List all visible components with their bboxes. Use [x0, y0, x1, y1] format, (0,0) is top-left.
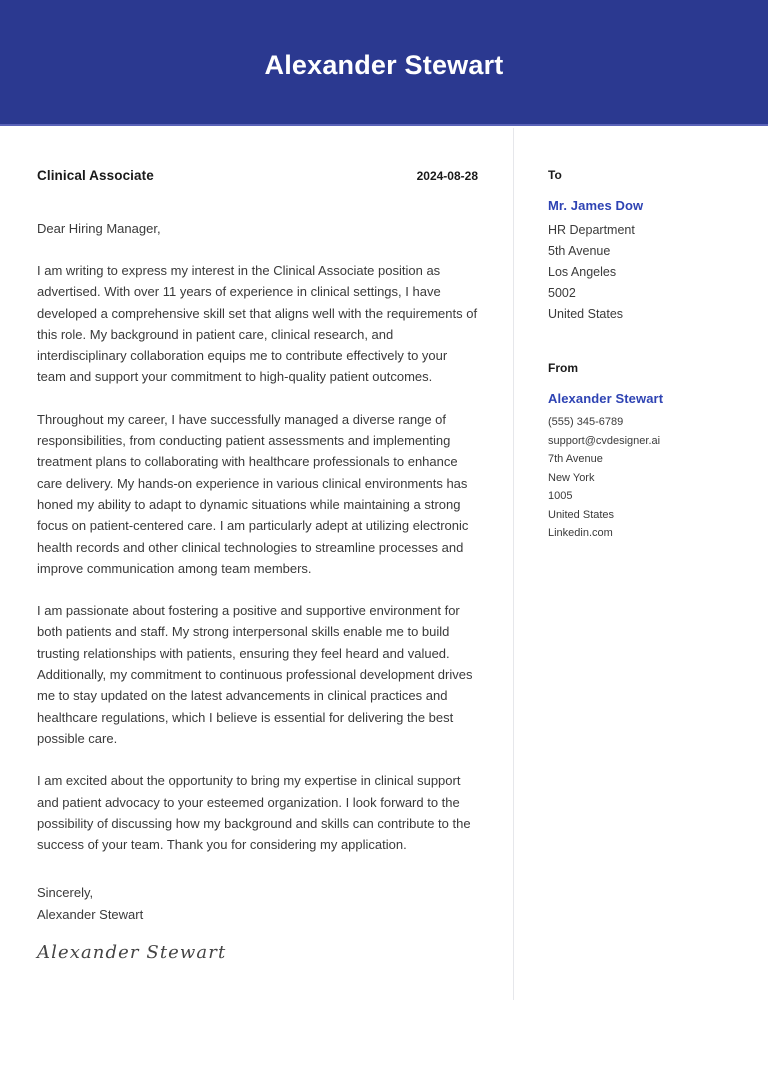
body-paragraph: I am passionate about fostering a positive and supportive environment for both patients and staff. My strong interpersonal skills enable me to build trusting relationships with patients, ensuring they feel heard and valued. Additionally, my commitment to continuous professional development drives me to stay updated on the latest advancements in clinical practices and healthcare regulations, which I believe is essential for delivering the best possible care.	[37, 603, 473, 746]
body-paragraph: Throughout my career, I have successfully managed a diverse range of responsibilities, from conducting patient assessments and implementing treatment plans to collaborating with healthcare professionals to enhance care delivery. My hands-on experience in various clinical environments has honed my ability to adapt to dynamic situations while maintaining a strong focus on patient-centered care. I am particularly adept at utilizing electronic health records and other clinical technologies to streamline processes and improve communication among team members.	[37, 411, 469, 576]
sender-line: 1005	[548, 490, 573, 502]
sender-name: Alexander Stewart	[548, 391, 664, 406]
recipient-line: 5th Avenue	[548, 244, 611, 258]
sender-line: New York	[548, 471, 595, 484]
header-banner	[0, 0, 768, 126]
from-label: From	[548, 361, 578, 375]
closing-word: Sincerely,	[37, 885, 94, 901]
recipient-line: United States	[548, 307, 624, 321]
closing-block	[37, 882, 478, 925]
sender-phone: (555) 345-6789	[548, 416, 624, 428]
body-paragraph: I am excited about the opportunity to bring my expertise in clinical support and patient advocacy to your esteemed organization. I look forward to the possibility of discussing how my background and skills can contribute to the success of your team. Thank you for considering my application.	[37, 773, 471, 853]
contact-sidebar	[548, 128, 748, 543]
recipient-line: 5002	[548, 286, 576, 300]
signature: Alexander Stewart	[37, 942, 227, 964]
recipient-line: HR Department	[548, 223, 635, 237]
applicant-name-header: Alexander Stewart	[264, 50, 504, 80]
closing-name: Alexander Stewart	[37, 906, 144, 922]
sender-block	[548, 361, 748, 543]
sender-line: 7th Avenue	[548, 453, 603, 465]
job-title: Clinical Associate	[37, 168, 154, 183]
salutation: Dear Hiring Manager,	[37, 221, 161, 236]
sender-line: United States	[548, 508, 615, 521]
sender-email: support@cvdesigner.ai	[548, 434, 661, 447]
sender-website: Linkedin.com	[548, 527, 613, 539]
letter-date: 2024-08-28	[416, 169, 478, 183]
to-label: To	[548, 168, 562, 182]
recipient-name: Mr. James Dow	[548, 198, 644, 213]
document-body	[0, 128, 768, 1078]
body-paragraph: I am writing to express my interest in the Clinical Associate position as advertised. With over 11 years of experience in clinical settings, I have developed a comprehensive skill set that aligns well with the requirements of this role. My background in patient care, clinical research, and interdisciplinary collaboration equips me to contribute effectively to your team and support your commitment to high-quality patient outcomes.	[37, 263, 478, 385]
letter-header-row	[37, 168, 478, 183]
letter-column	[37, 128, 478, 963]
recipient-block	[548, 168, 748, 325]
recipient-line: Los Angeles	[548, 265, 617, 279]
column-divider	[513, 128, 514, 1000]
